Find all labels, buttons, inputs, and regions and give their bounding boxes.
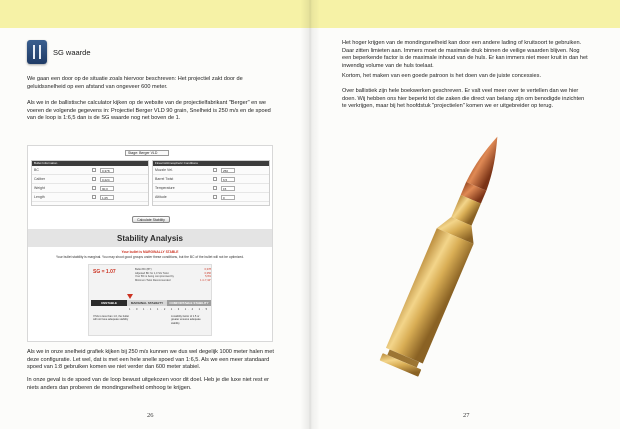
- paragraph-3: Als we in onze snelheid grafiek kijken bij 250 m/s kunnen we dus wel degelijk 1000 meter halen met deze configuratie. Let wel, dat is met een hele snelle spoed van 1:6,5. Als we een meer standaard spoed van 1:8 gebruiken komen we niet verder dan 600 meter stabiel.: [27, 349, 274, 371]
- row-input[interactable]: 0,224: [100, 177, 114, 182]
- row-input[interactable]: 0: [221, 195, 235, 200]
- row-checkbox[interactable]: [213, 177, 217, 181]
- row-checkbox[interactable]: [92, 177, 96, 181]
- row-input[interactable]: 90,0: [100, 186, 114, 191]
- row-label: Length: [34, 195, 45, 199]
- row-checkbox[interactable]: [92, 168, 96, 172]
- comfortable-zone: COMFORTABLE STABILITY: [167, 300, 211, 306]
- info-line: Minimum Twist Recommended 1 in 7,34": [135, 278, 211, 282]
- bullet-tip: [466, 132, 507, 190]
- right-paragraph-1: Het hoger krijgen van de mondingsnelheid kan door een andere lading of kruitsoort te gebruiken. Daar zitten limieten aan. Immers moet de maximale druk binnen de veilige waarden blijven. Nog een beperkende factor is de maximale inhoud van de huls. Er kan immers niet meer kruit in dan het inwendig volume van de huls toelaat.: [342, 40, 588, 69]
- row-input[interactable]: 6,5: [221, 177, 235, 182]
- right-paragraph-3: Over ballistiek zijn hele boekwerken geschreven. Er valt veel meer over te vertellen dan we hier doen. Wij hebben ons hier beperkt tot die zaken die direct van belang zijn om benodigde inzichten te verkrijgen, maar bij het hoofdstuk "projectielen" komen we er uitgebreider op terug.: [342, 88, 585, 110]
- section-heading: SG waarde: [53, 48, 91, 57]
- paragraph-2: Als we in de ballistische calculator kijken op de website van de projectielfabrikant "Berger" en we voeren de volgende gegevens in: Projectiel Berger VLD 90 grain, Snelheid is 250 m/s en de spoed van de loop is 1:6,5 dan is de SG waarde nog net boven de 1.: [27, 100, 271, 122]
- input-row: [32, 193, 148, 202]
- input-row: [153, 175, 269, 184]
- conditions-panel: [152, 160, 270, 206]
- sg-pointer-icon: [127, 294, 133, 299]
- book-spine-shadow: [300, 0, 320, 429]
- sg-info-list: [135, 268, 211, 282]
- calculate-stability-button[interactable]: Calculate Stability: [132, 216, 170, 223]
- bullet-select[interactable]: Stage: Berger VLD: [125, 150, 169, 156]
- input-row: [153, 166, 269, 175]
- row-label: Weight: [34, 186, 45, 190]
- unstable-note: If SG is less than 1.0, the bullet will not have adequate stability: [93, 315, 129, 322]
- input-row: [153, 193, 269, 202]
- row-label: Caliber: [34, 177, 46, 181]
- row-checkbox[interactable]: [213, 195, 217, 199]
- row-label: Muzzle Vel.: [155, 168, 173, 172]
- input-row: [32, 184, 148, 193]
- paragraph-4: In onze geval is de spoed van de loop bewust uitgekozen voor dit doel. Heb je die luxe niet rest er niets anders dan proberen de mondingsnelheid omhoog te krijgen.: [27, 377, 269, 391]
- bullet-info-panel: [31, 160, 149, 206]
- ballistic-calculator-screenshot: [27, 145, 273, 342]
- right-paragraph-2: Kortom, het maken van een goede patroon is het doen van de juiste concessies.: [342, 73, 542, 79]
- comfortable-note: A stability factor of 1.5 or greater ensures adequate stability: [171, 315, 201, 325]
- stability-warning: Your bullet is MARGINALLY STABLE: [121, 250, 179, 254]
- info-line: Your BC is being compromised by 5,9%: [135, 275, 211, 279]
- cartridge-illustration: [355, 120, 535, 400]
- panel-header: Firearm/Atmospheric Conditions: [153, 161, 269, 166]
- row-checkbox[interactable]: [213, 186, 217, 190]
- paragraph-1: We gaan een door op de situatie zoals hiervoor beschreven: Het projectiel zakt door de geluidssnelheid op een afstand van ongeveer 600 meter.: [27, 76, 243, 90]
- sg-value: SG = 1.07: [93, 269, 116, 275]
- marginal-zone: MARGINAL STABILITY: [127, 300, 167, 306]
- panel-header: Bullet Information: [32, 161, 148, 166]
- page-number-left: 26: [147, 412, 154, 419]
- unstable-zone: UNSTABLE: [91, 300, 127, 306]
- stability-subwarning: Your bullet stability is marginal. You may shoot good groups under these conditions, but the BC of the bullet will not be optimized.: [56, 255, 244, 259]
- row-input[interactable]: 250: [221, 168, 235, 173]
- row-label: Temperature: [155, 186, 175, 190]
- row-checkbox[interactable]: [92, 186, 96, 190]
- row-input[interactable]: 1,05: [100, 195, 114, 200]
- row-label: BC: [34, 168, 39, 172]
- sg-result-box: [88, 264, 212, 336]
- input-row: [32, 166, 148, 175]
- chapter-icon: [27, 40, 47, 64]
- row-label: Barrel Twist: [155, 177, 174, 181]
- input-row: [153, 184, 269, 193]
- info-line: Bullet BC (BT) 0,378: [135, 268, 211, 271]
- stability-analysis-title: Stability Analysis: [117, 234, 183, 243]
- info-line: Adjusted BC for 1,0 SG Twist 0,356: [135, 271, 211, 275]
- row-input[interactable]: 15: [221, 186, 235, 191]
- row-label: Altitude: [155, 195, 167, 199]
- stability-scale-ticks: 1.0 1.1 1.2 1.3 1.4 1.5: [129, 308, 210, 311]
- row-input[interactable]: 0,378: [100, 168, 114, 173]
- row-checkbox[interactable]: [92, 195, 96, 199]
- input-row: [32, 175, 148, 184]
- case-body: [386, 228, 474, 363]
- page-number-right: 27: [463, 412, 470, 419]
- row-checkbox[interactable]: [213, 168, 217, 172]
